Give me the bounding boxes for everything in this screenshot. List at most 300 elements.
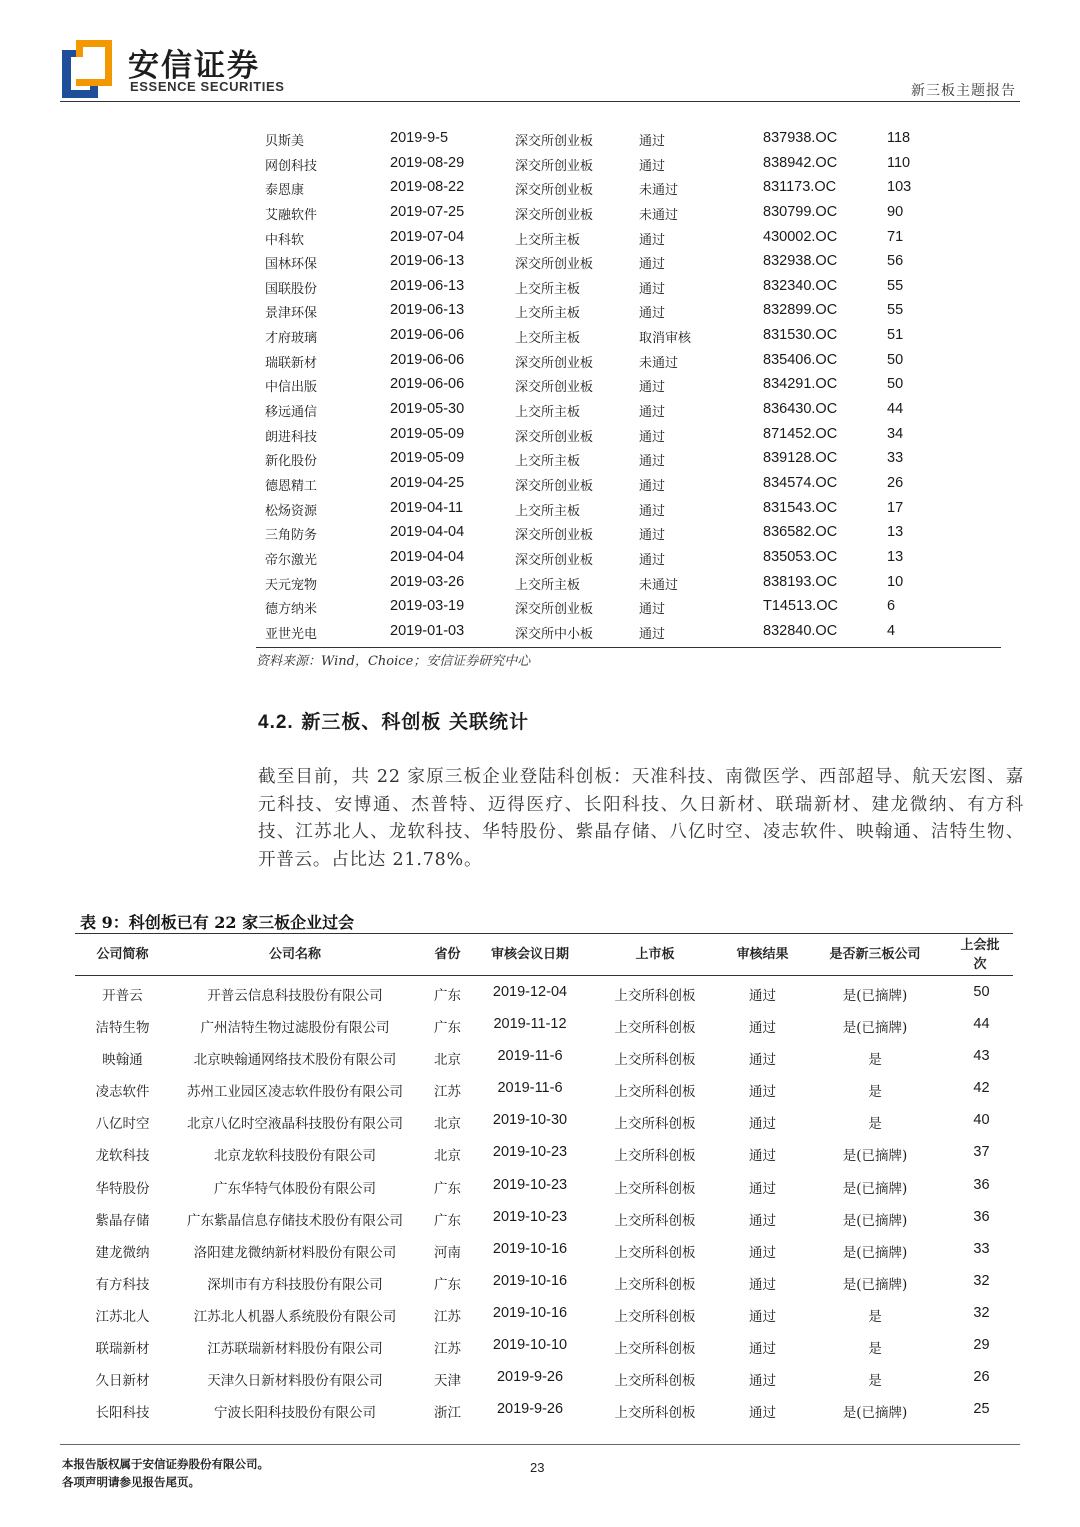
table-cell: 是(已摘牌): [842, 1148, 908, 1165]
table-cell: 50: [887, 376, 904, 393]
table-cell: 2019-04-04: [390, 524, 465, 541]
table-cell: 帝尔激光: [265, 552, 318, 568]
table-source-note: 资料来源：Wind，Choice；安信证券研究中心: [256, 654, 531, 669]
table-cell: 836430.OC: [763, 401, 838, 418]
table-cell: 天津久日新材料股份有限公司: [207, 1373, 383, 1390]
table-cell: 上交所科创板: [614, 1276, 696, 1293]
table-row: [256, 127, 1001, 152]
table-cell: 838942.OC: [763, 154, 838, 171]
table-cell: 43: [973, 1048, 990, 1065]
table-cell: 831530.OC: [763, 327, 838, 344]
table-cell: 上交所主板: [515, 281, 581, 297]
table-cell: 是(已摘牌): [842, 1244, 908, 1261]
table-cell: 2019-11-12: [493, 1016, 567, 1033]
table-row: [75, 1330, 1013, 1362]
section-number: 4.2.: [258, 712, 294, 733]
table-cell: 通过: [639, 380, 666, 396]
table-cell: 通过: [749, 1212, 776, 1229]
table-cell: 2019-06-06: [390, 376, 465, 393]
table-row: [256, 497, 1001, 522]
table-cell: 广东: [434, 1212, 461, 1229]
table-cell: 2019-06-06: [390, 351, 465, 368]
table-cell: 50: [973, 984, 990, 1000]
table-cell: 未通过: [639, 183, 679, 199]
table-cell: 开普云: [102, 988, 143, 1004]
table-cell: 2019-01-03: [390, 622, 465, 639]
table-cell: 广东: [434, 1180, 461, 1197]
table-cell: 是(已摘牌): [842, 988, 908, 1004]
table-cell: 是: [868, 1084, 882, 1101]
table-cell: 2019-11-6: [497, 1080, 563, 1097]
table-cell: 是: [868, 1116, 882, 1133]
table-cell: 深交所创业板: [515, 257, 594, 273]
table-cell: 开普云信息科技股份有限公司: [207, 988, 383, 1004]
table-cell: 上交所科创板: [614, 1341, 696, 1358]
table-row: [256, 226, 1001, 251]
section-heading: [258, 707, 529, 734]
table-cell: 2019-10-30: [492, 1112, 568, 1129]
table-cell: 未通过: [639, 355, 679, 371]
table-cell: 118: [887, 130, 911, 146]
table-cell: 广东: [434, 1276, 461, 1293]
table-cell: 通过: [749, 1148, 776, 1165]
table-cell: 2019-06-13: [390, 253, 465, 270]
table-row: [256, 250, 1001, 275]
table-cell: 17: [887, 499, 904, 516]
table-cell: 江苏北人机器人系统股份有限公司: [193, 1308, 397, 1325]
table-row: [256, 472, 1001, 497]
table-cell: 广州洁特生物过滤股份有限公司: [200, 1020, 390, 1037]
table-row: [256, 176, 1001, 201]
table-cell: 深圳市有方科技股份有限公司: [207, 1276, 383, 1293]
table-cell: 江苏: [434, 1341, 461, 1358]
table-cell: 江苏: [434, 1308, 461, 1325]
table-cell: 亚世光电: [265, 626, 318, 642]
table-cell: 洁特生物: [95, 1020, 150, 1037]
table-cell: 长阳科技: [95, 1405, 150, 1422]
table-row: [75, 1202, 1013, 1234]
table-cell: 是(已摘牌): [842, 1405, 908, 1422]
table-cell: 才府玻璃: [265, 331, 318, 347]
table-cell: 通过: [639, 503, 666, 519]
table-cell: 网创科技: [265, 158, 318, 174]
table-row: [75, 977, 1013, 1009]
table-cell: 55: [887, 277, 904, 294]
table-cell: 34: [887, 425, 904, 442]
table-cell: 2019-10-16: [492, 1272, 568, 1289]
brand-name-cn: 安信证券: [128, 48, 260, 84]
table-cell: 26: [887, 474, 904, 491]
table-cell: 通过: [749, 1180, 776, 1197]
table-cell: 映翰通: [102, 1052, 143, 1069]
table-row: [256, 447, 1001, 472]
table-row: [256, 398, 1001, 423]
table-cell: 835406.OC: [763, 351, 838, 368]
table-cell: 832938.OC: [763, 253, 838, 270]
footer-disclaimer: 各项声明请参见报告尾页。: [62, 1475, 200, 1489]
table-row: [75, 1105, 1013, 1137]
table-cell: 上交所科创板: [614, 1116, 696, 1133]
table-row: [256, 324, 1001, 349]
table-cell: 艾融软件: [265, 207, 318, 223]
table-cell: 通过: [639, 478, 666, 494]
table-cell: 深交所创业板: [515, 158, 594, 174]
table-cell: 通过: [639, 158, 666, 174]
table-cell: 是: [868, 1341, 882, 1358]
table-cell: 上交所科创板: [614, 1405, 696, 1422]
table-cell: 中信出版: [265, 380, 318, 396]
table-cell: 天津: [434, 1373, 461, 1390]
table-header-row: [75, 933, 1013, 976]
table-cell: 通过: [639, 306, 666, 322]
table-cell: 是(已摘牌): [842, 1212, 908, 1229]
table-cell: 2019-07-25: [390, 203, 465, 220]
table-cell: 837938.OC: [763, 130, 838, 146]
table-cell: 36: [973, 1176, 990, 1193]
table-cell: 33: [973, 1240, 990, 1257]
table-cell: 830799.OC: [763, 203, 838, 220]
table-cell: 2019-03-26: [390, 573, 465, 590]
table-cell: 通过: [639, 281, 666, 297]
table-cell: 通过: [749, 1052, 776, 1069]
table-cell: 430002.OC: [763, 228, 838, 245]
table-cell: 832340.OC: [763, 277, 838, 294]
table-cell: 通过: [639, 528, 666, 544]
table-cell: 2019-05-09: [390, 425, 465, 442]
table-cell: 瑞联新材: [265, 355, 318, 371]
table-cell: 八亿时空: [95, 1116, 150, 1133]
table-cell: 建龙微纳: [95, 1244, 150, 1261]
table-cell: 深交所创业板: [515, 602, 594, 618]
table-cell: 通过: [749, 1084, 776, 1101]
table-bottom-rule: [256, 647, 1001, 648]
table-cell: 上交所科创板: [614, 1052, 696, 1069]
column-header: 公司简称: [96, 947, 149, 962]
table-row: [75, 1137, 1013, 1169]
table-cell: 2019-12-04: [492, 984, 568, 1000]
table-cell: 通过: [639, 405, 666, 421]
column-header: 审核结果: [736, 947, 789, 962]
table-cell: 上交所主板: [515, 232, 581, 248]
table-cell: 2019-10-23: [492, 1144, 568, 1161]
table-cell: 北京八亿时空液晶科技股份有限公司: [187, 1116, 403, 1133]
table-row: [75, 1009, 1013, 1041]
table-cell: 广东: [434, 1020, 461, 1037]
table-cell: 上交所科创板: [614, 1212, 696, 1229]
table-cell: 新化股份: [265, 454, 318, 470]
table-cell: 44: [887, 401, 904, 418]
table-cell: 2019-10-16: [492, 1304, 568, 1321]
section-title: 新三板、科创板 关联统计: [301, 711, 529, 733]
table-cell: 2019-07-04: [390, 228, 465, 245]
table-caption: 表 9：科创板已有 22 家三板企业过会: [80, 913, 355, 932]
table-cell: 6: [887, 598, 896, 615]
table-cell: 深交所创业板: [515, 134, 594, 149]
table-cell: 44: [973, 1016, 990, 1033]
table-cell: 通过: [749, 1116, 776, 1133]
section-paragraph: 截至目前，共 22 家原三板企业登陆科创板：天准科技、南微医学、西部超导、航天宏图、嘉元科技、安博通、杰普特、迈得医疗、长阳科技、久日新材、联瑞新材、建龙微纳、有方科技、江苏北人、龙软科技、华特股份、紫晶存储、八亿时空、凌志软件、映翰通、洁特生物、开普云。占比达 21.78%。: [258, 767, 1024, 870]
table-cell: 天元宠物: [265, 577, 318, 593]
table-row: [75, 1266, 1013, 1298]
column-header: 是否新三板公司: [829, 947, 921, 962]
table-cell: 2019-10-23: [492, 1176, 568, 1193]
table-cell: 上交所科创板: [614, 1148, 696, 1165]
table-cell: 久日新材: [95, 1373, 150, 1390]
table-cell: 2019-04-25: [390, 474, 465, 491]
table-cell: 871452.OC: [763, 425, 838, 442]
table-cell: 国林环保: [265, 257, 318, 273]
table-cell: 国联股份: [265, 281, 318, 297]
footer-copyright: 本报告版权属于安信证券股份有限公司。: [62, 1457, 269, 1471]
page-number: 23: [530, 1460, 545, 1475]
table-cell: 洛阳建龙微纳新材料股份有限公司: [193, 1244, 397, 1261]
brand-name-en: ESSENCE SECURITIES: [130, 79, 285, 94]
table-cell: 是: [868, 1373, 882, 1390]
table-row: [256, 373, 1001, 398]
table-cell: 深交所创业板: [515, 355, 594, 371]
table-row: [256, 201, 1001, 226]
table-cell: 2019-08-29: [390, 154, 465, 171]
table-cell: 110: [887, 154, 911, 171]
table-cell: 2019-03-19: [390, 598, 465, 615]
table-row: [256, 423, 1001, 448]
table-row: [256, 571, 1001, 596]
table-cell: 834291.OC: [763, 376, 838, 393]
table-cell: 德方纳米: [265, 602, 318, 618]
table-cell: 通过: [639, 257, 666, 273]
table-cell: 北京: [434, 1148, 461, 1165]
table-cell: 河南: [434, 1244, 461, 1261]
header-divider: [60, 101, 1020, 102]
table-cell: T14513.OC: [763, 598, 838, 615]
table-row: [256, 299, 1001, 324]
table-cell: 32: [973, 1304, 990, 1321]
table-cell: 紫晶存储: [95, 1212, 150, 1229]
table-cell: 通过: [749, 1308, 776, 1325]
table-cell: 通过: [749, 1341, 776, 1358]
table-cell: 通过: [749, 1020, 776, 1037]
table-header-rule: [75, 975, 1013, 976]
table-cell: 北京: [434, 1052, 461, 1069]
table-cell: 深交所创业板: [515, 183, 594, 199]
table-cell: 德恩精工: [265, 478, 318, 494]
table-cell: 上交所主板: [515, 331, 581, 347]
table-row: [256, 349, 1001, 374]
table-cell: 通过: [749, 1276, 776, 1293]
table-cell: 2019-9-26: [496, 1369, 564, 1386]
table-cell: 北京映翰通网络技术股份有限公司: [193, 1052, 397, 1069]
table-cell: 通过: [639, 134, 666, 149]
table-cell: 2019-04-04: [390, 548, 465, 565]
table-cell: 2019-9-26: [496, 1401, 564, 1418]
table-cell: 通过: [749, 1373, 776, 1390]
table-cell: 25: [973, 1401, 990, 1418]
table-cell: 831543.OC: [763, 499, 838, 516]
table-cell: 贝斯美: [265, 134, 305, 149]
table-cell: 联瑞新材: [95, 1341, 150, 1358]
table-cell: 朗进科技: [265, 429, 318, 445]
table-cell: 10: [887, 573, 904, 590]
table-cell: 42: [973, 1080, 990, 1097]
table-cell: 通过: [639, 552, 666, 568]
table-row: [75, 1041, 1013, 1073]
table-cell: 广东华特气体股份有限公司: [214, 1180, 376, 1197]
footer-divider: [60, 1444, 1020, 1445]
table-cell: 832840.OC: [763, 622, 838, 639]
table-row: [256, 152, 1001, 177]
table-cell: 上交所科创板: [614, 1020, 696, 1037]
table-cell: 华特股份: [95, 1180, 150, 1197]
table-cell: 32: [973, 1272, 990, 1289]
table-cell: 中科软: [265, 232, 305, 248]
table-row: [75, 1362, 1013, 1394]
table-cell: 苏州工业园区凌志软件股份有限公司: [187, 1084, 403, 1101]
table-cell: 未通过: [639, 207, 679, 223]
column-header: 省份: [434, 947, 461, 962]
ipo-review-table: [256, 127, 1001, 644]
table-row: [75, 1394, 1013, 1426]
column-header: 公司名称: [268, 947, 321, 962]
table-cell: 2019-10-10: [492, 1337, 568, 1354]
table-cell: 是(已摘牌): [842, 1020, 908, 1037]
table-cell: 广东: [434, 988, 461, 1004]
table-cell: 通过: [639, 232, 666, 248]
table-cell: 有方科技: [95, 1276, 150, 1293]
table-cell: 取消审核: [639, 331, 692, 347]
table-cell: 2019-05-30: [390, 401, 465, 418]
table-row: [256, 275, 1001, 300]
table-cell: 上交所主板: [515, 454, 581, 470]
table-row: [256, 521, 1001, 546]
table-cell: 40: [973, 1112, 990, 1129]
table-cell: 4: [887, 622, 896, 639]
table-row: [75, 1298, 1013, 1330]
table-row: [75, 1073, 1013, 1105]
table-cell: 上交所科创板: [614, 1308, 696, 1325]
table-cell: 36: [973, 1208, 990, 1225]
table-cell: 北京龙软科技股份有限公司: [214, 1148, 376, 1165]
table-cell: 通过: [639, 626, 666, 642]
table-cell: 838193.OC: [763, 573, 838, 590]
table-cell: 2019-04-11: [390, 499, 464, 516]
table-cell: 深交所创业板: [515, 207, 594, 223]
column-header: 审核会议日期: [490, 946, 569, 961]
table-cell: 景津环保: [265, 306, 318, 322]
table-cell: 832899.OC: [763, 302, 838, 319]
table-cell: 71: [887, 228, 904, 245]
table-cell: 2019-9-5: [390, 130, 449, 146]
column-header: 上市板: [635, 947, 675, 962]
table-cell: 13: [887, 524, 904, 541]
table-cell: 上交所科创板: [614, 1180, 696, 1197]
table-cell: 江苏联瑞新材料股份有限公司: [207, 1341, 383, 1358]
table-cell: 通过: [749, 1405, 776, 1422]
table-cell: 835053.OC: [763, 548, 838, 565]
table-cell: 浙江: [434, 1405, 461, 1422]
essence-logo-icon: [62, 40, 112, 98]
table-cell: 深交所创业板: [515, 552, 594, 568]
table-cell: 通过: [639, 429, 666, 445]
table-cell: 龙软科技: [95, 1148, 150, 1165]
table-cell: 2019-06-06: [390, 327, 465, 344]
table-cell: 是: [868, 1052, 882, 1069]
table-cell: 2019-08-22: [390, 179, 465, 196]
table-cell: 通过: [639, 602, 666, 618]
table-cell: 移远通信: [265, 405, 318, 421]
table-cell: 江苏北人: [95, 1308, 150, 1325]
table-row: [256, 546, 1001, 571]
table-cell: 是: [868, 1308, 882, 1325]
table-cell: 三角防务: [265, 528, 318, 544]
table-cell: 松炀资源: [265, 503, 318, 519]
table-cell: 2019-10-16: [492, 1240, 568, 1257]
table-cell: 宁波长阳科技股份有限公司: [214, 1405, 376, 1422]
table-cell: 深交所中小板: [515, 626, 594, 642]
table-cell: 广东紫晶信息存储技术股份有限公司: [187, 1212, 403, 1229]
table-cell: 凌志软件: [95, 1084, 150, 1101]
table-cell: 上交所主板: [515, 306, 581, 322]
table-cell: 深交所创业板: [515, 429, 594, 445]
star-market-table: [75, 977, 1013, 1426]
table-row: [256, 595, 1001, 620]
table-cell: 13: [887, 548, 904, 565]
table-cell: 江苏: [434, 1084, 461, 1101]
column-header: 上会批次: [960, 937, 1000, 971]
table-cell: 2019-11-6: [497, 1048, 563, 1065]
table-cell: 未通过: [639, 577, 679, 593]
table-cell: 深交所创业板: [515, 478, 594, 494]
table-cell: 泰恩康: [265, 183, 305, 199]
table-cell: 2019-10-23: [492, 1208, 568, 1225]
table-cell: 上交所科创板: [614, 1244, 696, 1261]
table-cell: 839128.OC: [763, 450, 838, 467]
table-row: [256, 620, 1001, 645]
table-row: [75, 1170, 1013, 1202]
table-cell: 是(已摘牌): [842, 1180, 908, 1197]
table-cell: 深交所创业板: [515, 528, 594, 544]
table-cell: 836582.OC: [763, 524, 838, 541]
table-cell: 831173.OC: [763, 179, 837, 196]
table-cell: 上交所主板: [515, 577, 581, 593]
table-cell: 37: [973, 1144, 990, 1161]
table-cell: 50: [887, 351, 904, 368]
table-cell: 北京: [434, 1116, 461, 1133]
table-cell: 33: [887, 450, 904, 467]
table-cell: 深交所创业板: [515, 380, 594, 396]
table-cell: 2019-05-09: [390, 450, 465, 467]
table-cell: 51: [887, 327, 904, 344]
table-cell: 上交所科创板: [614, 1373, 696, 1390]
table-cell: 是(已摘牌): [842, 1276, 908, 1293]
table-cell: 通过: [639, 454, 666, 470]
table-cell: 90: [887, 203, 904, 220]
table-cell: 26: [973, 1369, 990, 1386]
table-cell: 834574.OC: [763, 474, 838, 491]
table-cell: 上交所主板: [515, 405, 581, 421]
table-cell: 通过: [749, 988, 776, 1004]
table-cell: 2019-06-13: [390, 277, 465, 294]
table-cell: 通过: [749, 1244, 776, 1261]
table-cell: 56: [887, 253, 904, 270]
table-row: [75, 1234, 1013, 1266]
report-title: 新三板主题报告: [911, 83, 1016, 99]
table-cell: 2019-06-13: [390, 302, 465, 319]
table-cell: 上交所主板: [515, 503, 581, 519]
table-cell: 上交所科创板: [614, 1084, 696, 1101]
table-cell: 55: [887, 302, 904, 319]
table-cell: 上交所科创板: [614, 988, 696, 1004]
table-cell: 29: [973, 1337, 990, 1354]
